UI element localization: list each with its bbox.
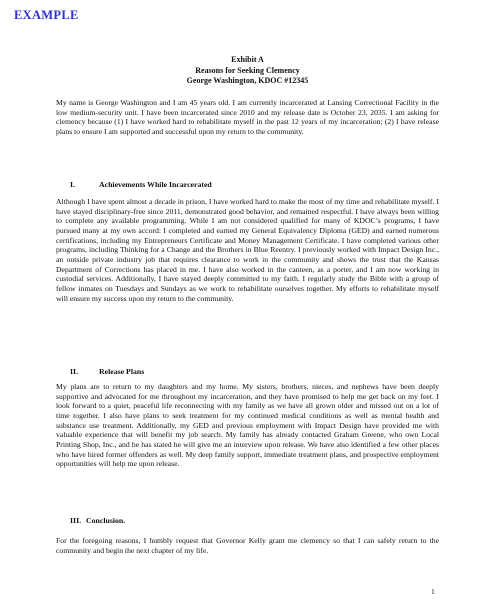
page-number: 1 — [431, 587, 435, 596]
document-header — [56, 55, 439, 87]
section-heading-conclusion — [70, 516, 125, 526]
section-number: III. — [70, 516, 82, 525]
section-heading-achievements — [70, 180, 212, 190]
exhibit-title: Exhibit A — [231, 55, 264, 64]
section-heading-release-plans — [70, 367, 144, 377]
name-line: George Washington, KDOC #12345 — [186, 76, 309, 85]
intro-paragraph: My name is George Washington and I am 45 years old. I am currently incarcerated at Lansing Correctional Facility in the low medium-security unit. I have been incarcerated since 2010 and my release date is October 23, 2035. I am asking for clemency because (1) I have worked hard to rehabilitate myself in the past 12 years of my incarceration; (2) I have release plans to ensure I am supported and successful upon my return to the community. — [56, 98, 439, 136]
conclusion-paragraph: For the foregoing reasons, I humbly request that Governor Kelly grant me clemency so that I can safely return to the community and begin the next chapter of my life. — [56, 536, 439, 555]
section-title: Conclusion. — [86, 516, 126, 525]
section-title: Release Plans — [99, 367, 145, 376]
achievements-paragraph: Although I have spent almost a decade in prison, I have worked hard to make the most of my time and rehabilitate myself. I have stayed disciplinary-free since 2011, demonstrated good behavior, and remained respectful. I have always been willing to complete any available programming. While I am not considered qualified for many of KDOC’s programs, I have pursued many at my own accord: I completed and earned my General Equivalency Diploma (GED) and earned numerous certifications, including my Entrepreneurs Certificate and Money Management Certificate. I have completed various other programs, including Thinking for a Change and the Brothers in Blue Reentry. I previously worked with Impact Design Inc., an outside private industry job that requires clearance to work in the community and shows the trust that the Kansas Department of Corrections has placed in me. I have also worked in the canteen, as a porter, and I am now working in custodial services. Additionally, I have stayed deeply committed to my faith. I regularly study the Bible with a group of fellow inmates on Tuesdays and Sundays as we work to rehabilitate ourselves together. My efforts to rehabilitate myself will ensure my success upon my return to the community. — [56, 197, 439, 303]
section-number: II. — [70, 367, 79, 376]
section-number: I. — [70, 180, 75, 189]
release-plans-paragraph: My plans are to return to my daughters and my home. My sisters, brothers, nieces, and nephews have been deeply supportive and advocated for me throughout my incarceration, and they have promised to help me get back on my feet. I look forward to a quiet, peaceful life reconnecting with my family as we have all grown older and missed out on a lot of time together. I also have plans to seek treatment for my continued medical conditions as well as mental health and substance use treatment. Additionally, my GED and previous employment with Impact Design have provided me with valuable experience that will benefit my job search. My family has already contacted Graham Greene, who own Local Printing Shop, Inc., and he has stated he will give me an interview upon release. We have also identified a few other places who have hired former offenders as well. My deep family support, immediate treatment plans, and prospective employment opportunities will help me upon release. — [56, 382, 439, 469]
example-watermark: EXAMPLE — [14, 8, 79, 22]
document-subtitle: Reasons for Seeking Clemency — [195, 65, 300, 75]
section-title: Achievements While Incarcerated — [99, 180, 212, 189]
